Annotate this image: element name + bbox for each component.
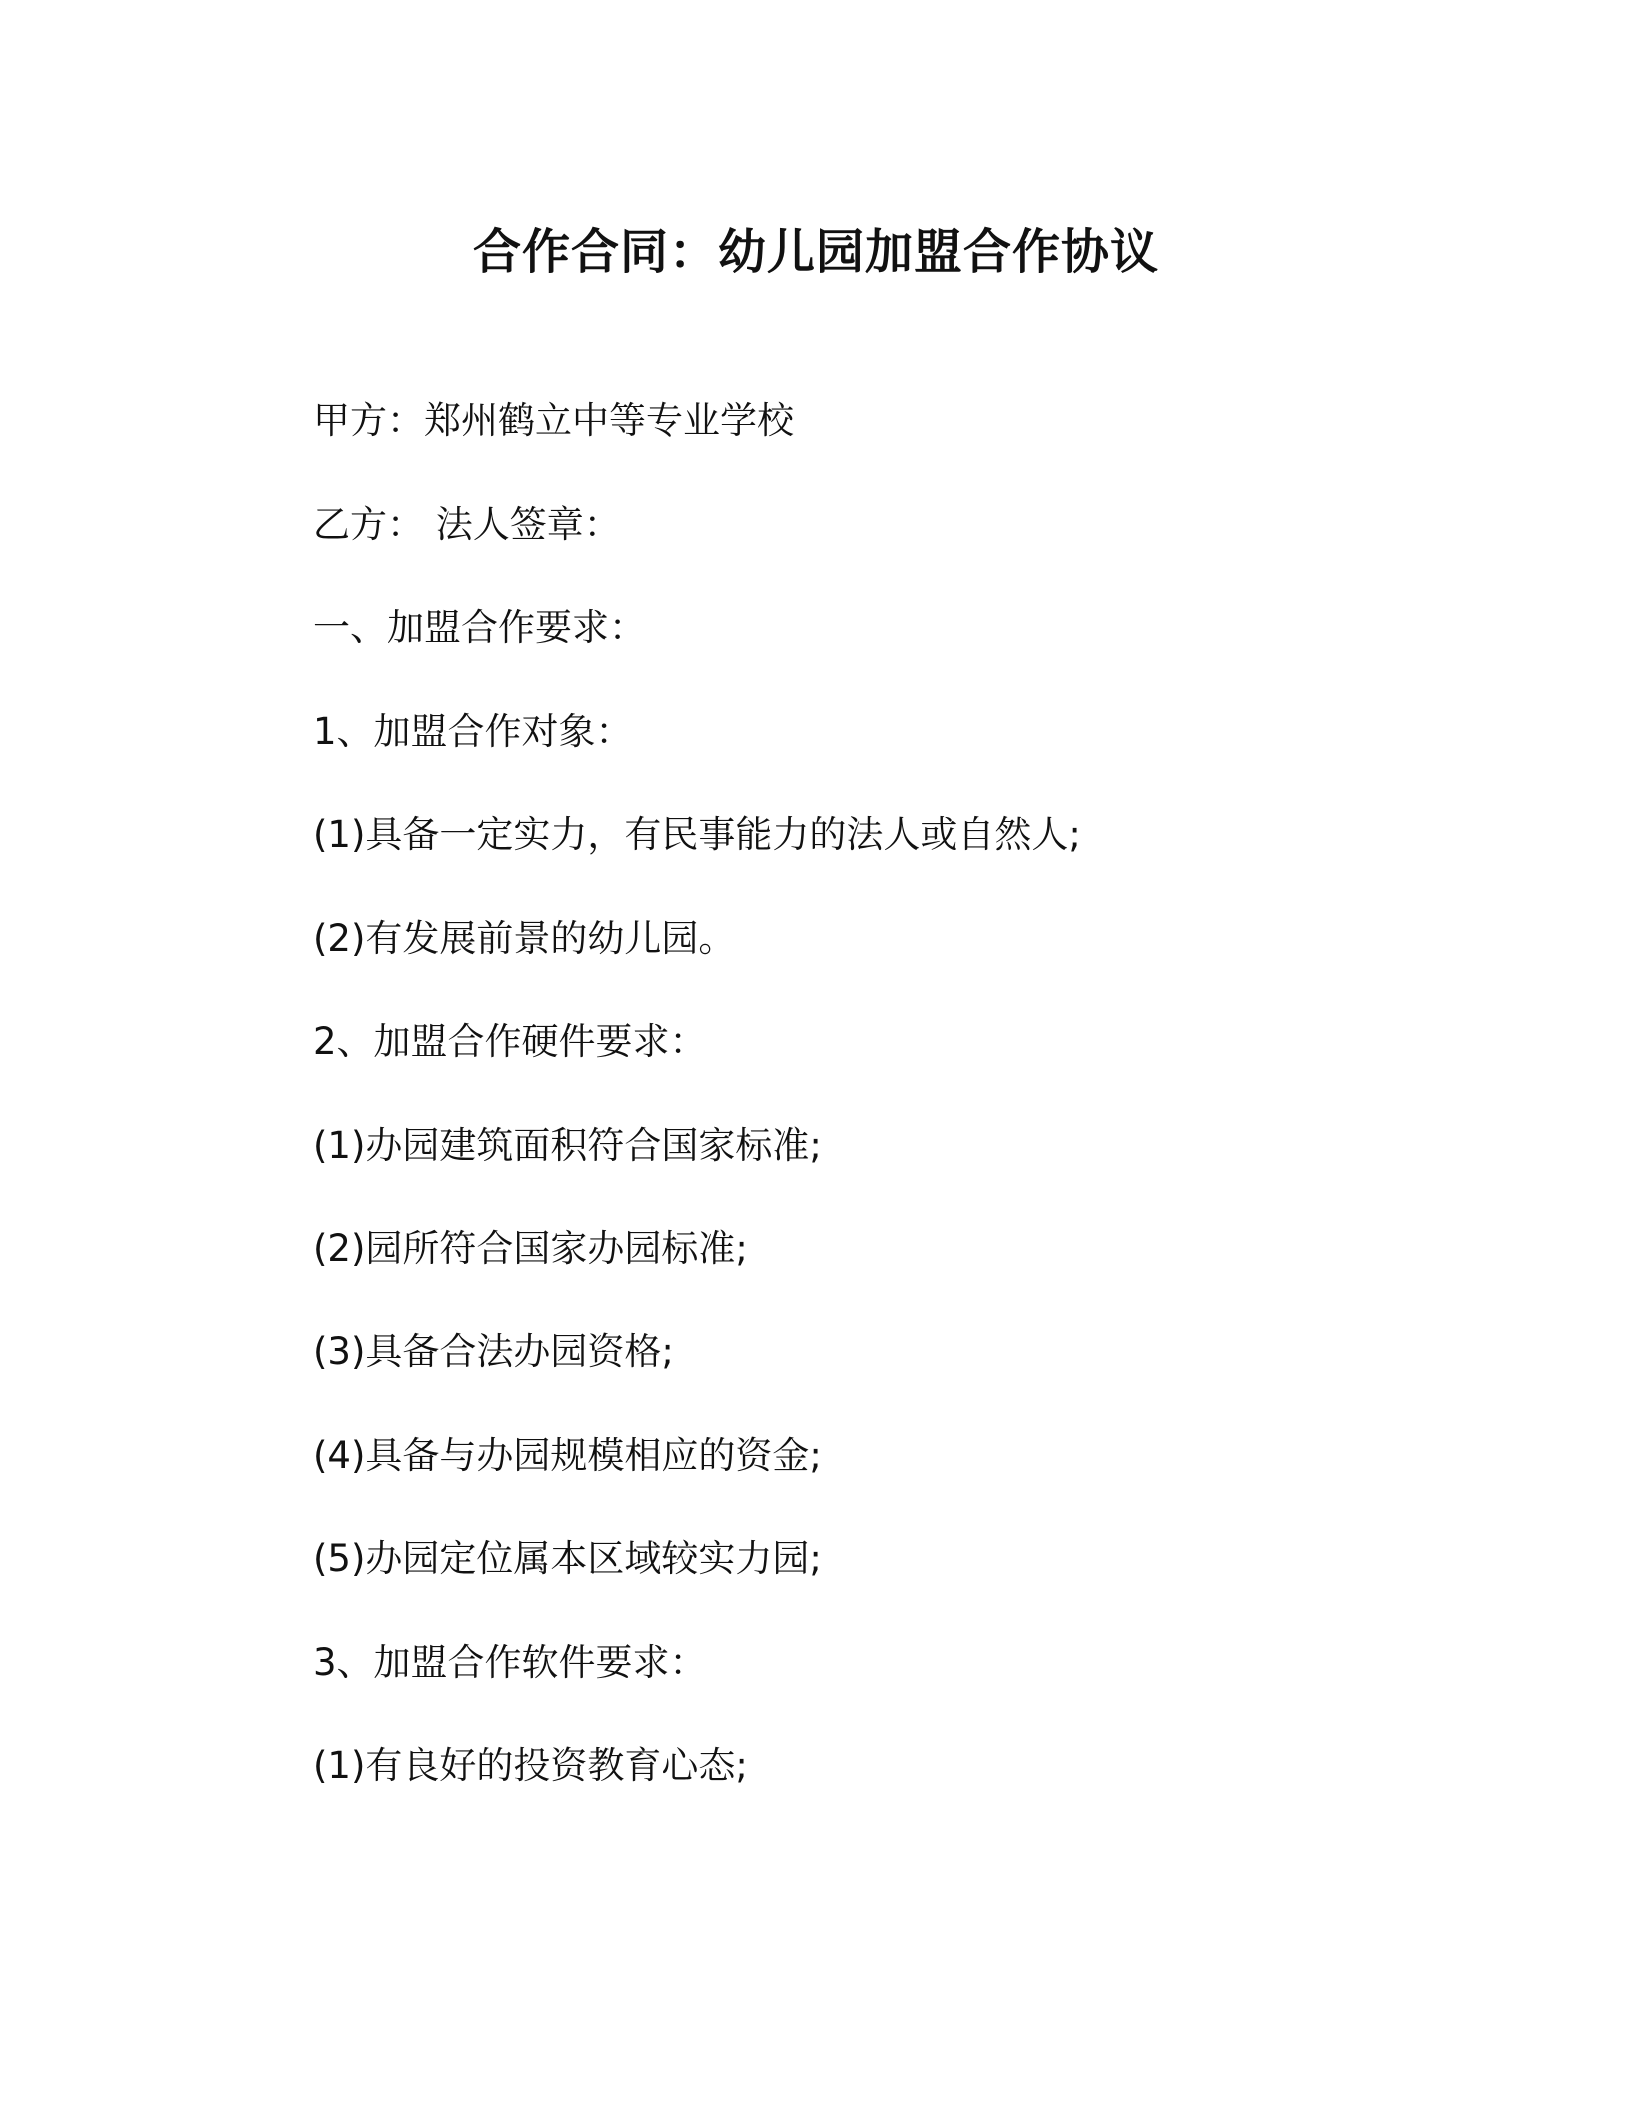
clause-item: (2)有发展前景的幼儿园。 (313, 917, 736, 960)
subsection-heading: 2、加盟合作硬件要求： (313, 1020, 707, 1063)
clause-item: (3)具备合法办园资格; (313, 1330, 674, 1373)
document-title: 合作合同：幼儿园加盟合作协议 (472, 224, 1159, 280)
clause-item: (4)具备与办园规模相应的资金; (313, 1434, 822, 1477)
clause-item: (5)办园定位属本区域较实力园; (313, 1537, 822, 1580)
clause-item: (1)有良好的投资教育心态; (313, 1744, 748, 1787)
party-a-line: 甲方：郑州鹤立中等专业学校 (313, 399, 794, 442)
clause-item: (2)园所符合国家办园标准; (313, 1227, 748, 1270)
subsection-heading: 3、加盟合作软件要求： (313, 1641, 707, 1684)
subsection-heading: 1、加盟合作对象： (313, 710, 633, 753)
clause-item: (1)具备一定实力，有民事能力的法人或自然人; (313, 813, 1081, 856)
clause-item: (1)办园建筑面积符合国家标准; (313, 1124, 822, 1167)
section-heading: 一、加盟合作要求： (313, 606, 646, 649)
party-b-line: 乙方： 法人签章： (313, 503, 621, 546)
